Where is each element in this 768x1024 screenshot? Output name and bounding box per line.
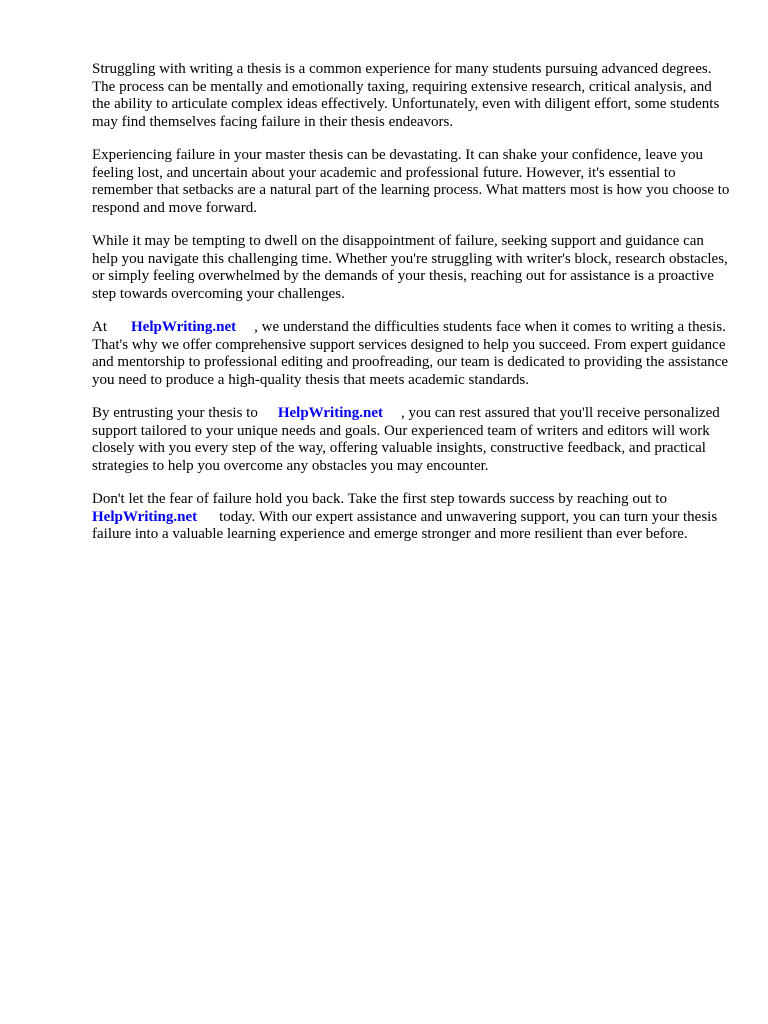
paragraph-support: While it may be tempting to dwell on the disappointment of failure, seeking support and guidance can help you navigate this challenging time. Whether you're struggling with writer's block, research obstacles, or simply feeling overwhelmed by the demands of your thesis, reaching out for assistance is a proactive step towards overcoming your challenges. — [92, 233, 728, 302]
paragraph-text: At — [92, 319, 107, 335]
paragraph-text: , you can rest assured that you'll receive personalized support tailored to your unique needs and goals. Our experienced team of writers and editors will work closely with you every step of the way, offering valuable insights, constructive feedback, and practical strategies to help you overcome any obstacles you may encounter. — [92, 405, 720, 474]
paragraph-text: , we understand the difficulties students face when it comes to writing a thesis. That's why we offer comprehensive support services designed to help you succeed. From expert guidance and mentorship to professional editing and proofreading, our team is dedicated to providing the assistance you need to produce a high-quality thesis that meets academic standards. — [92, 319, 729, 388]
paragraph-failure: Experiencing failure in your master thesis can be devastating. It can shake your confidence, leave you feeling lost, and uncertain about your academic and professional future. However, it's essential to remember that setbacks are a natural part of the learning process. What matters most is how you choose to respond and move forward. — [92, 147, 730, 216]
document-body — [92, 61, 732, 560]
helpwriting-link[interactable]: HelpWriting.net — [277, 405, 383, 421]
paragraph-text: Don't let the fear of failure hold you back. Take the first step towards success by reaching out to — [92, 491, 667, 507]
helpwriting-link[interactable]: HelpWriting.net — [92, 508, 198, 525]
paragraph-text: today. With our expert assistance and unwavering support, you can turn your thesis failure into a valuable learning experience and emerge stronger and more resilient than ever before. — [92, 508, 718, 542]
paragraph-entrusting — [92, 405, 732, 475]
paragraph-text: By entrusting your thesis to — [92, 405, 258, 421]
paragraph-intro: Struggling with writing a thesis is a common experience for many students pursuing advanced degrees. The process can be mentally and emotionally taxing, requiring extensive research, critical analysis, and the ability to articulate complex ideas effectively. Unfortunately, even with diligent effort, some students may find themselves facing failure in their thesis endeavors. — [92, 61, 720, 130]
helpwriting-link[interactable]: HelpWriting.net — [131, 319, 237, 335]
paragraph-at-helpwriting — [92, 319, 732, 389]
paragraph-call-to-action — [92, 491, 732, 544]
